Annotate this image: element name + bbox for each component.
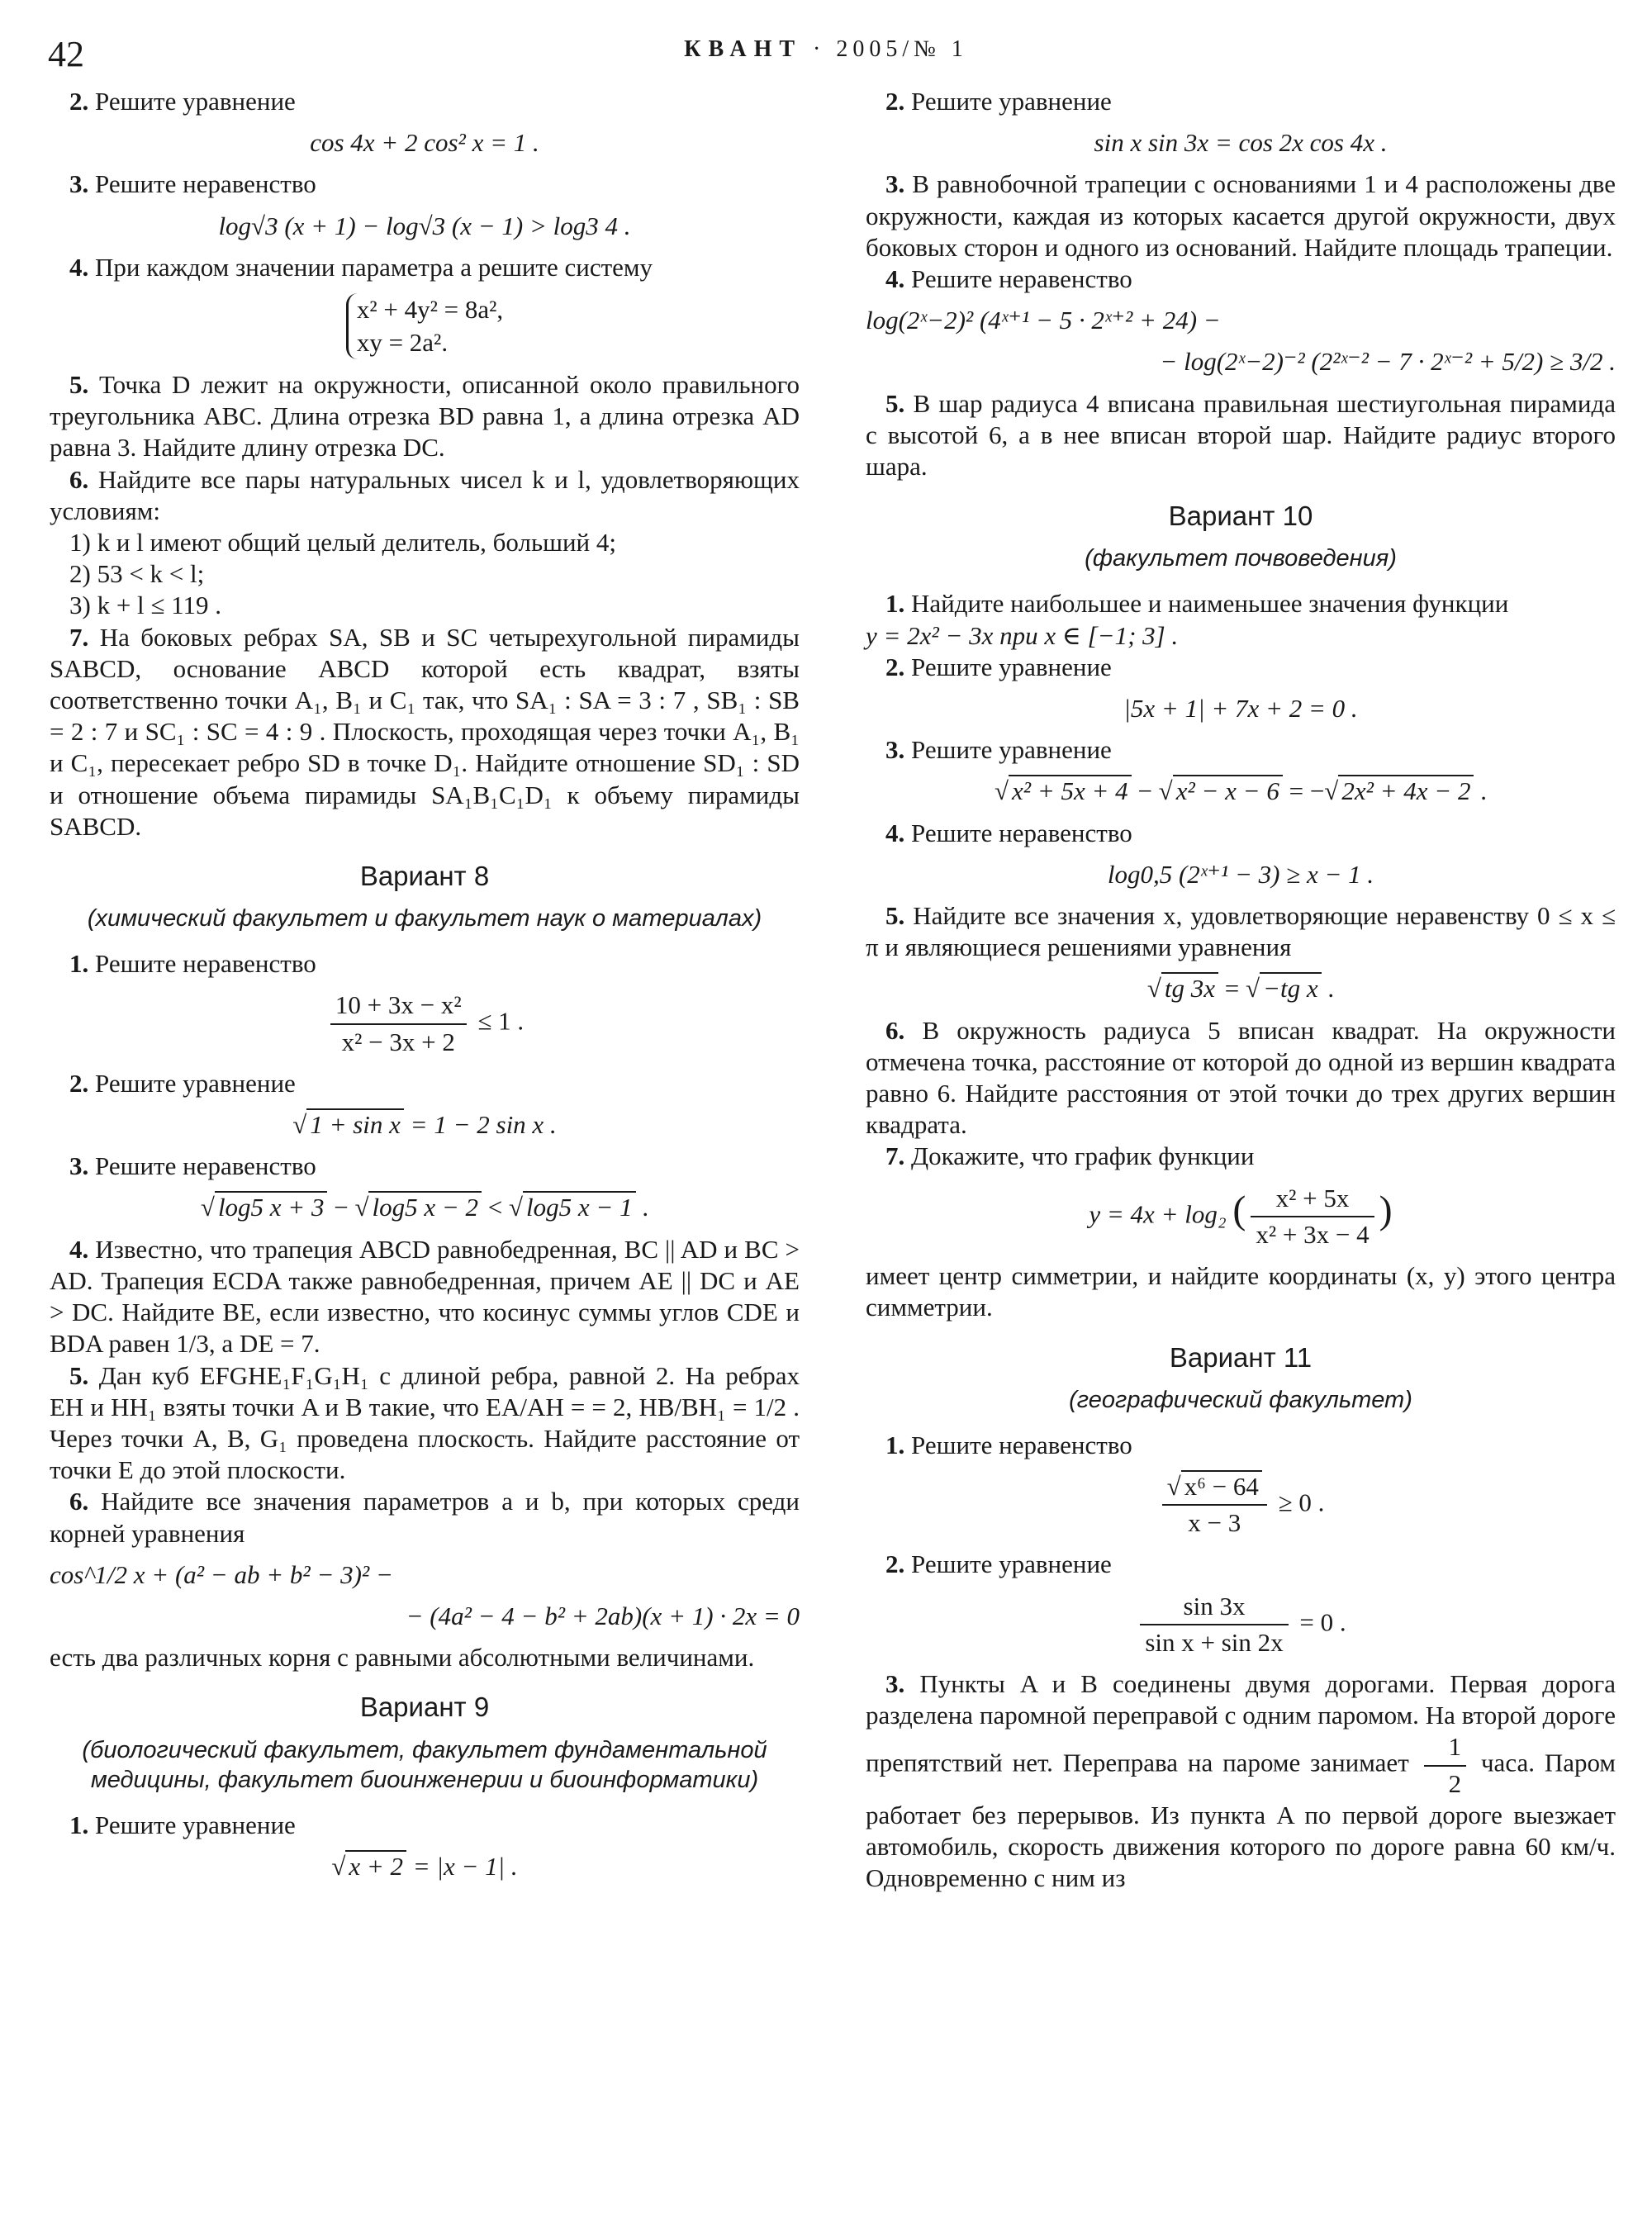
problem-2: 2. Решите уравнение [69,1068,296,1098]
equation: $\frac{\sin 3x}{\text{sin x + sin 2x}}$ = 0 . [866,1591,1616,1658]
problem-3: 3. Решите неравенство [69,1151,316,1181]
problem-4: 4. Решите неравенство [885,818,1132,847]
problem-7-tail: имеет центр симметрии, и найдите координаты (x, y) этого центра симметрии. [866,1261,1616,1322]
equation: √ log5 x + 3 − √ log5 x − 2 < √ log5 x − 1 . [200,1193,649,1222]
problem-2: 2. Решите уравнение [885,652,1112,681]
problem-3: 3. Решите неравенство [69,169,316,199]
problem-6: 6. В окружность радиуса 5 вписан квадрат. На окружности отмечена точка, расстояние от которой до одной из вершин квадрата равно 6. Найдите расстояния от этой точки до трех других вершин квадрата. [866,1015,1616,1140]
equation: √ tg 3x = √ −tg x . [1146,974,1335,1004]
page-number: 42 [48,34,84,74]
condition-2: 2) 53 < k < l; [69,559,205,589]
problem-4: 4. При каждом значении параметра a решите систему [69,252,653,282]
problem-6-tail: есть два различных корня с равными абсолютными величинами. [50,1643,755,1673]
problem-2: 2. Решите уравнение [885,1549,1112,1579]
variant-title: Вариант 8 [359,861,490,892]
problem-3: 3. Пункты A и B соединены двумя дорогами. Первая дорога разделена паромной переправой с одним паромом. На второй дороге препятствий нет. Переправа на пароме занимает $\frac{1}{2}$ часа. Паром работает без перерывов. Из пункта A по первой дороге выезжает автомобиль, скорость движения которого по дороге равна 60 км/ч. Одновременно с ним из [866,1668,1616,1893]
condition-1: 1) k и l имеют общий целый делитель, больший 4; [69,528,616,558]
variant-title: Вариант 11 [1169,1341,1313,1373]
condition-3: 3) k + l ≤ 119 . [69,591,222,620]
equation-line-1: log(2ˣ−2)² (4ˣ⁺¹ − 5 · 2ˣ⁺² + 24) − [866,306,1221,335]
variant-subtitle: (биологический факультет, факультет фундаментальной медицины, факультет биоинженерии и биоинформатики) [82,1736,767,1793]
equation: √ x + 2 = |x − 1| . [331,1851,518,1881]
equation: log√3 (x + 1) − log√3 (x − 1) > log3 4 . [218,211,631,240]
problem-7: 7. Докажите, что график функции [885,1141,1255,1171]
equation: $\frac{\text{√ x⁶ − 64}}{x - 3}$ ≥ 0 . [866,1471,1616,1539]
equation-system [50,293,800,359]
problem-1-formula: y = 2x² − 3x при x ∈ [−1; 3] . [866,620,1179,650]
equation: log0,5 (2ˣ⁺¹ − 3) ≥ x − 1 . [1107,859,1374,889]
equation: y = 4x + log₂ ( $\frac{\text{x² + 5x}}{\text{x² + 3x − 4}}$ ) [1089,1183,1393,1249]
page-header [0,0,1652,74]
problem-2: 2. Решите уравнение [885,87,1112,116]
problem-1: 1. Решите уравнение [69,1810,296,1839]
variant-subtitle: (географический факультет) [1069,1386,1412,1413]
right-column [866,86,1616,1894]
problem-2: 2. Решите уравнение [69,87,296,116]
variant-title: Вариант 9 [359,1692,490,1723]
journal-name: КВАНТ [684,36,803,62]
problem-5: 5. В шар радиуса 4 вписана правильная шестиугольная пирамида с высотой 6, а в нее вписан второй шар. Найдите радиус второго шара. [866,388,1616,482]
equation-line-1: cos^1/2 x + (a² − ab + b² − 3)² − [50,1559,393,1589]
problem-5: 5. Дан куб EFGHE₁F₁G₁H₁ с длиной ребра, равной 2. На ребрах EH и HH₁ взяты точки A и B такие, что EA/AH = = 2, HB/BH₁ = 1/2 . Через точки A, B, G₁ проведена плоскость. Найдите расстояние от точки E до этой плоскости. [50,1360,800,1485]
variant-subtitle: (химический факультет и факультет наук о материалах) [87,905,762,932]
variant-subtitle: (факультет почвоведения) [1085,545,1397,572]
running-head [0,36,1652,63]
system-line-2: xy = 2a². [356,328,449,358]
problem-7: 7. На боковых ребрах SA, SB и SC четырехугольной пирамиды SABCD, основание ABCD которой есть квадрат, взяты соответственно точки A₁, B₁ и C₁ так, что SA₁ : SA = 3 : 7 , SB₁ : SB = 2 : 7 и SC₁ : SC = 4 : 9 . Плоскость, проходящая через точки A₁, B₁ и C₁, пересекает ребро SD в точке D₁. Найдите отношение SD₁ : SD и отношение объема пирамиды SA₁B₁C₁D₁ к объему пирамиды SABCD. [50,622,800,841]
problem-1: 1. Найдите наибольшее и наименьшее значения функции [885,589,1509,619]
problem-5: 5. Найдите все значения x, удовлетворяющие неравенству 0 ≤ x ≤ π и являющиеся решениями уравнения [866,901,1616,962]
issue-label: · 2005/№ 1 [813,36,968,62]
problem-3: 3. В равнобочной трапеции с основаниями 1 и 4 расположены две окружности, каждая из которых касается другой окружности, двух боковых сторон и одного из оснований. Найдите площадь трапеции. [866,169,1616,262]
problem-4: 4. Известно, что трапеция ABCD равнобедренная, BC || AD и BC > AD. Трапеция ECDA также равнобедренная, причем AE || DC и AE > DC. Найдите BE, если известно, что косинус суммы углов CDE и BDA равен 1/3, а DE = 7. [50,1234,800,1359]
equation: cos 4x + 2 cos² x = 1 . [310,128,539,158]
problem-1: 1. Решите неравенство [69,949,316,979]
problem-4: 4. Решите неравенство [885,264,1132,294]
equation-line-2: − (4a² − 4 − b² + 2ab)(x + 1) · 2x = 0 [406,1601,800,1630]
system-line-1: x² + 4y² = 8a², [356,295,504,325]
equation-line-2: − log(2ˣ−2)⁻² (2²ˣ⁻² − 7 · 2ˣ⁻² + 5/2) ≥ 3/2 . [1160,347,1616,377]
equation: √ 1 + sin x = 1 − 2 sin x . [292,1110,557,1140]
equation: $\frac{\text{10 + 3x − x²}}{\text{x² − 3x + 2}}$ ≤ 1 . [50,989,800,1057]
problem-6: 6. Найдите все пары натуральных чисел k и l, удовлетворяющих условиям: [50,464,800,525]
problem-5: 5. Точка D лежит на окружности, описанной около правильного треугольника ABC. Длина отрезка BD равна 1, а длина отрезка AD равна 3. Найдите длину отрезка DC. [50,370,800,463]
problem-6: 6. Найдите все значения параметров a и b, при которых среди корней уравнения [50,1487,800,1548]
problem-1: 1. Решите неравенство [885,1430,1132,1459]
equation: sin x sin 3x = cos 2x cos 4x . [1094,128,1388,158]
equation: √ x² + 5x + 4 − √ x² − x − 6 = −√ 2x² + 4x − 2 . [995,776,1487,806]
left-column [50,86,800,1892]
problem-3: 3. Решите уравнение [885,735,1112,765]
variant-title: Вариант 10 [1168,501,1313,532]
equation: |5x + 1| + 7x + 2 = 0 . [1123,694,1358,724]
